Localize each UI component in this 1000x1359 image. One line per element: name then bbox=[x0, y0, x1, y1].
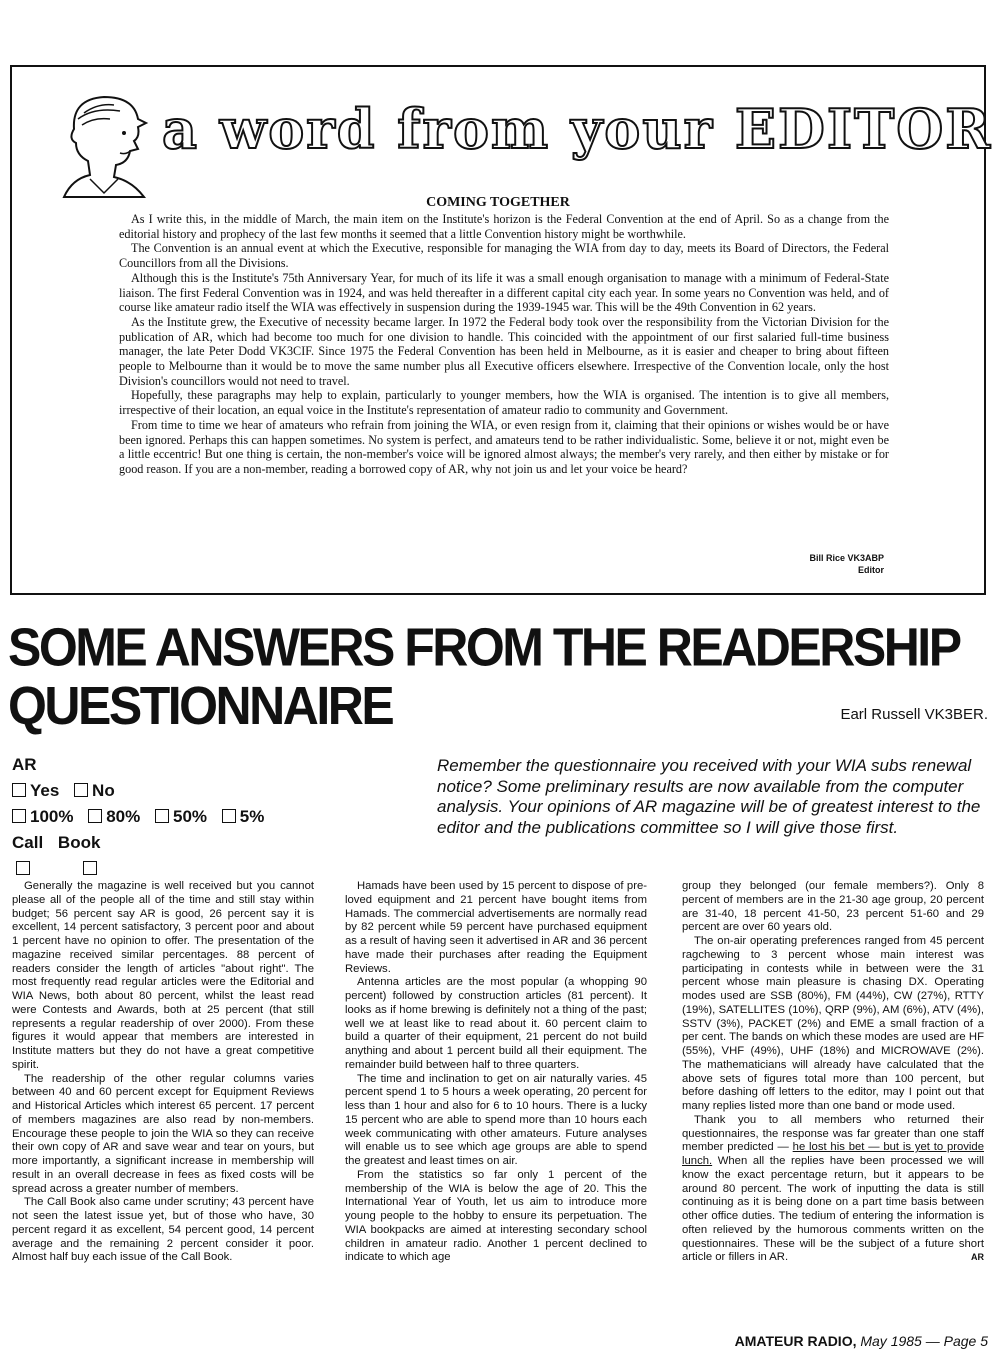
footer-magazine: AMATEUR RADIO, bbox=[734, 1333, 857, 1349]
thanks-text: Thank you to all members who returned their questionnaires, the response was far greater than one staff member predicted — bbox=[682, 1113, 984, 1154]
editorial-paragraph: The Convention is an annual event at which the Executive, responsible for managing the WIA from day to day, meets its Board of Directors, the Federal Councillors from all the Divisions. bbox=[119, 241, 889, 271]
article-title: SOME ANSWERS FROM THE READERSHIP QUESTIONNAIRE bbox=[8, 616, 959, 736]
checkbox-call[interactable] bbox=[16, 861, 30, 875]
column-paragraph: Antenna articles are the most popular (a whopping 90 percent) followed by construction articles (81 percent). It looks as if home brewing is definitely not a thing of the past; well we at least like to read about it. 60 percent claim to build a quarter of their equipment, 21 percent do not build anything and about 1 percent build all their equipment. The remainder build between half to three quarters. bbox=[345, 976, 647, 1071]
column-paragraph bbox=[682, 1114, 984, 1265]
checkbox-80[interactable] bbox=[88, 809, 102, 823]
page-footer bbox=[735, 1333, 988, 1349]
signature-name: Bill Rice VK3ABP bbox=[809, 553, 884, 563]
label-yes: Yes bbox=[30, 781, 60, 800]
column-paragraph: The time and inclination to get on air naturally varies. 45 percent spend 1 to 5 hours a week operating, 20 percent for less than 1 hour and also for 6 to 10 hours. There is a lucky 15 percent who are able to spend more than 10 hours each week communicating with other amateurs. Future analyses will enable us to see which age groups are able to spend the greatest and least times on air. bbox=[345, 1072, 647, 1167]
article-column-3 bbox=[682, 880, 984, 1265]
label-100: 100% bbox=[30, 807, 74, 826]
underlined-remark: he lost his bet — but is yet to provide lunch. bbox=[682, 1141, 984, 1167]
end-mark: AR bbox=[971, 1252, 984, 1263]
column-paragraph: The readership of the other regular columns varies between 40 and 60 percent except for Equipment Reviews and Historical Articles which interest 65 percent. 17 percent of members magazines are also read by non-members. Encourage these people to join the WIA so they can receive their own copy of AR and save wear and tear on yours, but more importantly, a significant increase in membership will result in an overall decrease in fees as fixed costs will be spread across a greater number of members. bbox=[12, 1072, 314, 1195]
editorial-paragraph: From time to time we hear of amateurs who refrain from joining the WIA, or even resign from it, claiming that their opinions or wishes would be or have been ignored. Perhaps this can happen sometimes. No system is perfect, and amateurs tend to be rather individualistic. Some, believe it or not, might even be a little eccentric! But one thing is certain, the non-member's voice will be ignored almost always; the member's very rarely, and then either by mistake or for good reason. If you are a non-member, reading a borrowed copy of AR, why not join us and let your voice be heard? bbox=[119, 417, 889, 476]
editor-section bbox=[10, 65, 993, 595]
check-row-yes-no bbox=[12, 778, 332, 804]
column-paragraph: The on-air operating preferences ranged from 45 percent ragchewing to 3 percent whose main interest was participating in contests while in between were the 31 percent whose main pleasure is chasing DX. Operating modes used are SSB (80%), FM (44%), CW (27%), RTTY (19%), SATELLITES (10%), QRP (9%), AM (6%), ATV (4%), SSTV (3%), PACKET (2%) and EME a small fraction of a per cent. The bands on which these modes are used are HF (55%), VHF (49%), UHF (18%) and MICROWAVE (2%). The mathematicians will already have calculated that the above sets of figures total more than 100 percent, but before dashing off letters to the editor, may I point out that many replies listed more than one band or mode used. bbox=[682, 935, 984, 1112]
column-paragraph: group they belonged (our female members?). Only 8 percent of members are in the 21-30 age group, 20 percent are 31-40, 18 percent 41-50, 23 percent 51-60 and 29 percent are over 60 years old. bbox=[682, 880, 984, 934]
signature-title: Editor bbox=[858, 565, 884, 575]
label-book: Book bbox=[57, 833, 101, 852]
checkbox-no[interactable] bbox=[74, 783, 88, 797]
label-80: 80% bbox=[106, 807, 141, 826]
article-column-2 bbox=[345, 880, 647, 1265]
article-byline: Earl Russell VK3BER. bbox=[840, 706, 988, 723]
article-intro: Remember the questionnaire you received with your WIA subs renewal notice? Some preliminary results are now available from the computer analysis. Your opinions of AR magazine will be of greatest interest to the editor and the publications committee so I will give those first. bbox=[437, 756, 981, 837]
thanks-text-end: When all the replies have been processed we will know the exact percentage return, but it appears to be around 80 percent. The work of inputting the data is still continuing as it is being done on a part time basis between other office duties. The tedium of entering the information is often relieved by the humorous comments written on the questionnaires. These will be the subject of a future short article or fillers in AR. bbox=[682, 1155, 984, 1264]
editor-banner: a word from your EDITOR bbox=[162, 97, 993, 161]
label-call: Call bbox=[12, 833, 44, 852]
editorial-paragraph: As the Institute grew, the Executive of necessity became larger. In 1972 the Federal body took over the responsibility from the Victorian Division for the publication of AR, which had become too much for one division to handle. This coincided with the appointment of our first salaried full-time business manager, the late Peter Dodd VK3CIF. Since 1975 the Federal Convention has been held in Melbourne, as it is easier and cheaper to bring about fifteen people to Melbourne than it would be to move the same number plus all Executive officers elsewhere. Irrespective of the Convention locale, only the host Division's councillors would not need to travel. bbox=[119, 314, 889, 388]
questionnaire-checkboxes bbox=[12, 752, 332, 882]
checkbox-50[interactable] bbox=[155, 809, 169, 823]
editorial-paragraph: Hopefully, these paragraphs may help to explain, particularly to younger members, how the WIA is organised. The intention is to give all members, irrespective of their location, an equal voice in the Institute's representation of amateur radio to community and Government. bbox=[119, 388, 889, 418]
column-paragraph: Hamads have been used by 15 percent to dispose of pre-loved equipment and 21 percent have bought items from Hamads. The commercial advertisements are normally read by 82 percent while 59 percent have purchased equipment as a result of having seen it advertised in AR and 36 percent have made their purchases after reading the Equipment Reviews. bbox=[345, 880, 647, 975]
column-paragraph: Generally the magazine is well received but you cannot please all of the people all of the time and still stay within budget; 56 percent say AR is good, 26 percent say it is excellent, 14 percent satisfactory, 3 percent poor and about 1 percent have no opinion to offer. The presentation of the magazine received similar percentages. 88 percent of readers consider the length of articles "about right". The most frequently read regular articles were the Editorial and WIA News, both about 80 percent, whilst the least read were Contests and Awards, both at 25 percent (that still represents a regular readership of over 2000). From these figures it would appear that members are interested in Institute matters but they do not have a great competitive spirit. bbox=[12, 880, 314, 1071]
article-column-1 bbox=[12, 880, 314, 1265]
checkbox-yes[interactable] bbox=[12, 783, 26, 797]
column-paragraph: The Call Book also came under scrutiny; 43 percent have not seen the latest issue yet, but of those who have, 30 percent regard it as excellent, 54 percent good, 14 percent average and the remaining 2 percent consider it poor. Almost half buy each issue of the Call Book. bbox=[12, 1196, 314, 1264]
check-row-callbook-boxes bbox=[12, 856, 332, 882]
column-paragraph: From the statistics so far only 1 percent of the membership of the WIA is below the age of 20. This the International Year of Youth, let us aim to introduce more young people to the hobby to ensure its perpetuation. The WIA bookpacks are aimed at interesting secondary school children in amateur radio. Another 1 percent declined to indicate to which age bbox=[345, 1168, 647, 1264]
checkbox-5[interactable] bbox=[222, 809, 236, 823]
editor-signature bbox=[809, 552, 884, 576]
editorial-heading: COMING TOGETHER bbox=[426, 195, 570, 210]
editorial-paragraph: As I write this, in the middle of March, the main item on the Institute's horizon is the Federal Convention at the end of April. So as a change from the editorial history and prophecy of the last few months it seemed that a little Convention history might be worthwhile. bbox=[119, 212, 889, 241]
label-no: No bbox=[92, 781, 115, 800]
checkbox-100[interactable] bbox=[12, 809, 26, 823]
editorial-body bbox=[119, 212, 889, 477]
check-row-percent bbox=[12, 804, 332, 830]
label-50: 50% bbox=[172, 807, 208, 826]
label-5: 5% bbox=[239, 807, 265, 826]
check-row-ar bbox=[12, 752, 332, 778]
editorial-paragraph: Although this is the Institute's 75th Anniversary Year, for much of its life it was a small enough organisation to manage with a minimum of Federal-State liaison. The first Federal Convention was in 1924, and was held thereafter in a different capital city each year. In some years no Convention was held, and of course like amateur radio itself the WIA was effectively in suspension during the 1939-1945 war. This will be the 49th Convention in 62 years. bbox=[119, 270, 889, 315]
label-ar: AR bbox=[12, 755, 37, 774]
check-row-callbook bbox=[12, 830, 332, 856]
footer-issue: May 1985 — Page 5 bbox=[856, 1333, 988, 1349]
checkbox-book[interactable] bbox=[83, 861, 97, 875]
editor-portrait-icon bbox=[54, 89, 154, 199]
